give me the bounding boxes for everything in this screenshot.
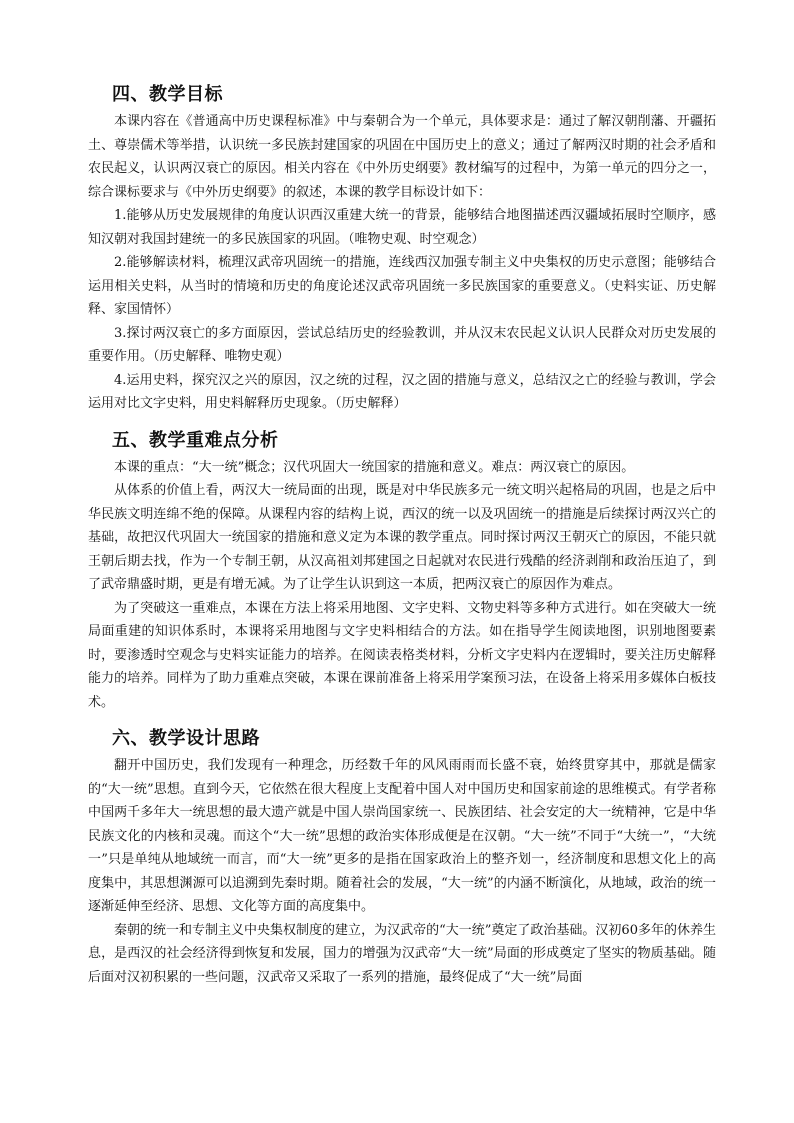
document-body	[88, 82, 716, 989]
paragraph: 从体系的价值上看，两汉大一统局面的出现，既是对中华民族多元一统文明兴起格局的巩固，也是之后中华民族文明连绵不绝的保障。从课程内容的结构上说，西汉的统一以及巩固统一的措施是后续探讨两汉兴亡的基础，故把汉代巩固大一统国家的措施和意义定为本课的教学重点。同时探讨两汉王朝灭亡的原因，不能只就王朝后期去找，作为一个专制王朝，从汉高祖刘邦建国之日起就对农民进行残酷的经济剥削和政治压迫了，到了武帝鼎盛时期，更是有增无减。为了让学生认识到这一本质，把两汉衰亡的原因作为难点。	[88, 483, 716, 592]
section-title: 六、教学设计思路	[112, 728, 260, 749]
paragraph: 2.能够解读材料，梳理汉武帝巩固统一的措施，连线西汉加强专制主义中央集权的历史示意图；能够结合运用相关史料，从当时的情境和历史的角度论述汉武帝巩固统一多民族国家的重要意义。（史料实证、历史解释、家国情怀）	[88, 255, 716, 317]
paragraph: 1.能够从历史发展规律的角度认识西汉重建大统一的背景，能够结合地图描述西汉疆域拓展时空顺序，感知汉朝对我国封建统一的多民族国家的巩固。（唯物史观、时空观念）	[88, 208, 716, 247]
section-key-difficult-points	[88, 428, 716, 715]
paragraph: 本课的重点：“大一统”概念；汉代巩固大一统国家的措施和意义。难点：两汉衰亡的原因。	[114, 459, 635, 475]
section-teaching-objectives	[88, 82, 716, 416]
section-title: 四、教学目标	[112, 84, 223, 105]
paragraph: 翻开中国历史，我们发现有一种理念，历经数千年的风风雨雨而长盛不衰，始终贯穿其中，那就是儒家的“大一统”思想。直到今天，它依然在很大程度上支配着中国人对中国历史和国家前途的思维模式。有学者称中国两千多年大一统思想的最大遗产就是中国人崇尚国家统一、民族团结、社会安定的大一统精神，它是中华民族文化的内核和灵魂。而这个“大一统”思想的政治实体形成便是在汉朝。“大一统”不同于“大统一”，“大统一”只是单纯从地域统一而言，而“大一统”更多的是指在国家政治上的整齐划一，经济制度和思想文化上的高度集中，其思想渊源可以追溯到先秦时期。随着社会的发展，“大一统”的内涵不断演化，从地域，政治的统一逐渐延伸至经济、思想、文化等方面的高度集中。	[88, 758, 716, 914]
paragraph: 本课内容在《普通高中历史课程标准》中与秦朝合为一个单元，具体要求是：通过了解汉朝削藩、开疆拓土、尊崇儒术等举措，认识统一多民族封建国家的巩固在中国历史上的意义；通过了解两汉时期的社会矛盾和农民起义，认识两汉衰亡的原因。相关内容在《中外历史纲要》教材编写的过程中，为第一单元的四分之一，综合课标要求与《中外历史纲要》的叙述，本课的教学目标设计如下：	[88, 114, 716, 200]
section-design-ideas	[88, 726, 716, 989]
paragraph: 3.探讨两汉衰亡的多方面原因，尝试总结历史的经验教训，并从汉末农民起义认识人民群众对历史发展的重要作用。（历史解释、唯物史观）	[88, 325, 716, 364]
paragraph: 4.运用史料，探究汉之兴的原因，汉之统的过程，汉之固的措施与意义，总结汉之亡的经验与教训，学会运用对比文字史料，用史料解释历史现象。（历史解释）	[88, 372, 716, 411]
section-title: 五、教学重难点分析	[112, 429, 279, 451]
paragraph: 秦朝的统一和专制主义中央集权制度的建立，为汉武帝的“大一统”奠定了政治基础。汉初60多年的休养生息，是西汉的社会经济得到恢复和发展，国力的增强为汉武帝“大一统”局面的形成奠定了坚实的物质基础。随后面对汉初积累的一些问题，汉武帝又采取了一系列的措施，最终促成了“大一统”局面	[88, 922, 716, 985]
paragraph: 为了突破这一重难点，本课在方法上将采用地图、文字史料、文物史料等多种方式进行。如在突破大一统局面重建的知识体系时，本课将采用地图与文字史料相结合的方法。如在指导学生阅读地图，识别地图要素时，要渗透时空观念与史料实证能力的培养。在阅读表格类材料，分析文字史料内在逻辑时，要关注历史解释能力的培养。同样为了助力重难点突破，本课在课前准备上将采用学案预习法，在设备上将采用多媒体白板技术。	[88, 600, 716, 710]
